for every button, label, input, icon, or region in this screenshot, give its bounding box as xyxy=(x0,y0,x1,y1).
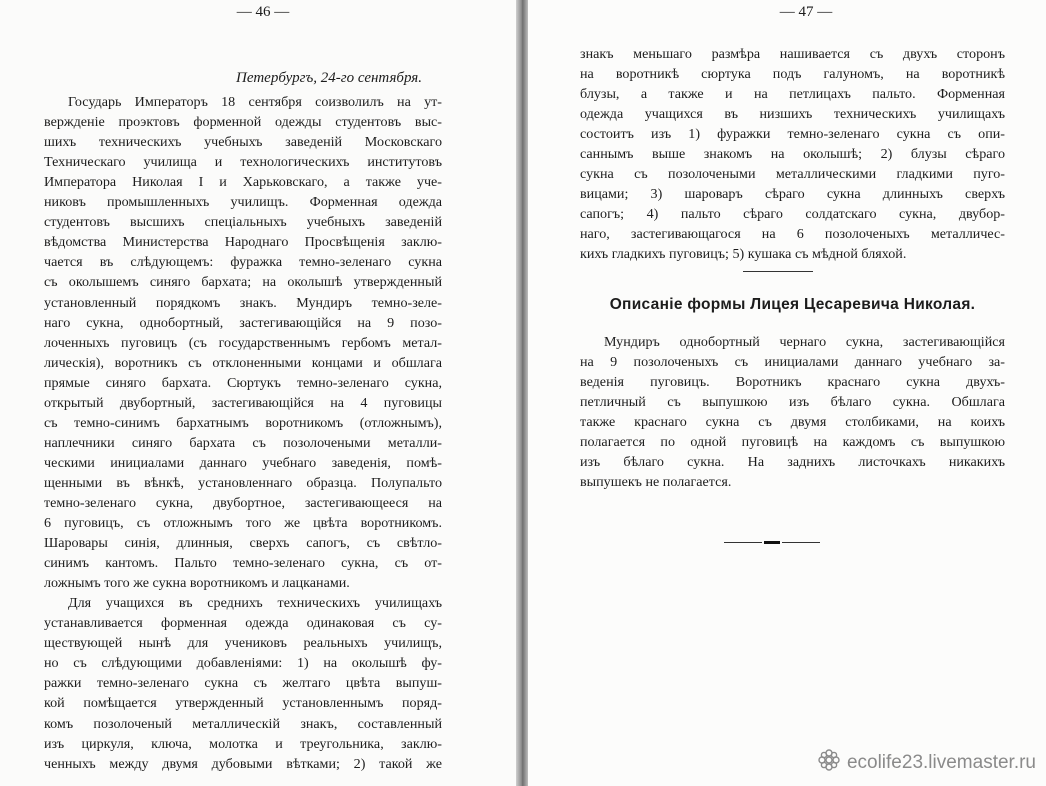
watermark xyxy=(817,748,1036,778)
text-line: петличный съ выпушкою изъ бѣлаго сукна. Обшлага xyxy=(580,394,1005,411)
text-line: также краснаго сукна съ двумя столбиками, на коихъ xyxy=(580,414,1005,431)
book-gutter xyxy=(516,0,528,786)
section-divider xyxy=(743,271,813,272)
text-lines xyxy=(580,332,1005,492)
text-line: Техническаго училища и технологическихъ институтовъ xyxy=(44,154,442,171)
flower-emblem-icon xyxy=(817,748,847,778)
text-line: шихъ техническихъ учебныхъ заведеній Московскаго xyxy=(44,134,442,151)
end-ornament xyxy=(724,542,820,544)
text-line: кихъ гладкихъ пуговицъ; 5) кушака съ мѣдной бляхой. xyxy=(580,246,907,263)
text-line: ческими инициалами даннаго учебнаго заведенія, помѣ- xyxy=(44,454,442,471)
text-line: сапогъ; 4) пальто сѣраго солдатскаго сукна, двубор- xyxy=(580,206,1005,223)
text-line: студентовъ высшихъ спеціальныхъ учебныхъ заведеній xyxy=(44,214,442,231)
text-line: знакъ меньшаго размѣра нашивается съ двухъ сторонъ xyxy=(580,46,1005,62)
text-line: прямые синяго бархата. Сюртукъ темно-зеленаго сукна, xyxy=(44,374,442,391)
text-line: ществующей нынѣ для учениковъ реальныхъ училищъ, xyxy=(44,635,442,652)
text-line: кой помѣщается утвержденный установленнымъ поряд- xyxy=(44,695,442,712)
text-line: состоитъ изъ 1) фуражки темно-зеленаго сукна съ опи- xyxy=(580,126,1005,143)
text-line: на 9 позолоченыхъ съ инициалами даннаго учебнаго за- xyxy=(580,354,1005,371)
text-line: лоченныхъ пуговицъ (съ государственнымъ гербомъ метал- xyxy=(44,334,442,351)
text-line: наго сукна, однобортный, застегивающійся на 9 позо- xyxy=(44,314,442,331)
text-line: щенными въ вѣнкѣ, установленнаго образца. Полупальто xyxy=(44,474,442,491)
text-line: вицами; 3) шароваръ сѣраго сукна длинныхъ сверхъ xyxy=(580,186,1005,203)
text-line: никовъ промышленныхъ училищъ. Форменная одежда xyxy=(44,194,442,211)
text-line: съ темно-синимъ бархатнымъ воротникомъ (отложнымъ), xyxy=(44,414,442,431)
text-line: 6 пуговицъ, съ отложнымъ того же цвѣта воротникомъ. xyxy=(44,515,442,532)
dateline: Петербургъ, 24-го сентября. xyxy=(236,70,422,86)
text-line: чается въ слѣдующемъ: фуражка темно-зеленаго сукна xyxy=(44,254,442,271)
text-lines xyxy=(580,44,1005,265)
text-line: лическія), воротникъ съ отклоненными концами и обшлага xyxy=(44,354,442,371)
text-line: на воротникѣ сюртука подъ галуномъ, на воротникѣ xyxy=(580,66,1005,83)
text-line: наго, застегивающагося на 6 позолоченыхъ металличес- xyxy=(580,226,1005,243)
text-line: изъ бѣлаго сукна. На заднихъ листочкахъ никакихъ xyxy=(580,454,1005,471)
text-line: открытый двубортный, застегивающійся на 4 пуговицы xyxy=(44,394,442,411)
text-line: установленный порядкомъ знакъ. Мундиръ темно-зеле- xyxy=(44,294,442,311)
text-line: одежда учащихся въ низшихъ техническихъ училищахъ xyxy=(580,106,1005,123)
page-number: — 47 — xyxy=(779,4,833,20)
text-line: веденія пуговицъ. Воротникъ краснаго сукна двухъ- xyxy=(580,374,1005,391)
text-line: синимъ кантомъ. Пальто темно-зеленаго сукна, съ от- xyxy=(44,555,442,572)
watermark-text: ecolife23.livemaster.ru xyxy=(846,752,1036,773)
text-line: комъ позолоченый металлическій знакъ, составленный xyxy=(44,715,442,732)
text-line: Императора Николая I и Харьковскаго, а также уче- xyxy=(44,174,442,191)
text-line: вѣдомства Министерства Народнаго Просвѣщенія заклю- xyxy=(44,234,442,251)
text-line: наплечники синяго бархата съ позолочеными металли- xyxy=(44,434,442,451)
text-line: изъ циркуля, ключа, молотка и треугольника, заклю- xyxy=(44,735,442,752)
text-line: полагается по одной пуговицѣ на каждомъ съ выпушкою xyxy=(580,434,1005,451)
left-page-text xyxy=(44,68,442,774)
page-number: — 46 — xyxy=(236,4,290,20)
left-page xyxy=(0,0,516,786)
text-line: Для учащихся въ среднихъ техническихъ училищахъ xyxy=(68,595,442,612)
text-lines xyxy=(44,92,442,774)
text-line: но съ слѣдующими добавленіями: 1) на околышѣ фу- xyxy=(44,655,442,672)
text-line: Государь Императоръ 18 сентября соизволилъ на ут- xyxy=(68,94,442,111)
text-line: выпушекъ не полагается. xyxy=(580,474,732,491)
text-line: устанавливается форменная одежда одинаковая съ су- xyxy=(44,615,442,632)
section-title: Описаніе формы Лицея Цесаревича Николая. xyxy=(609,296,976,313)
text-line: блузы, а также и на петлицахъ пальто. Форменная xyxy=(580,86,1005,103)
text-line: вержденіе проэктовъ форменной одежды студентовъ выс- xyxy=(44,114,442,131)
text-line: сукна съ позолочеными металлическими гладкими пуго- xyxy=(580,166,1005,183)
right-page-text-top xyxy=(580,44,1005,265)
text-line: саннымъ выше знакомъ на околышѣ; 2) блузы сѣраго xyxy=(580,146,1005,163)
text-line: съ околышемъ синяго бархата; на околышѣ утвержденный xyxy=(44,274,442,291)
text-line: Шаровары синія, длинныя, сверхъ сапогъ, съ свѣтло- xyxy=(44,535,442,552)
text-line: ражки темно-зеленаго сукна съ желтаго цвѣта выпуш- xyxy=(44,675,442,692)
right-page xyxy=(528,0,1046,786)
text-line: ченныхъ между двумя дубовыми вѣтками; 2) такой же xyxy=(44,755,442,772)
right-page-text-bottom xyxy=(580,332,1005,492)
text-line: темно-зеленаго сукна, двубортное, застегивающееся на xyxy=(44,494,442,511)
text-line: Мундиръ однобортный чернаго сукна, застегивающійся xyxy=(604,334,1005,350)
text-line: ложнымъ того же сукна воротникомъ и лацканами. xyxy=(44,575,350,592)
